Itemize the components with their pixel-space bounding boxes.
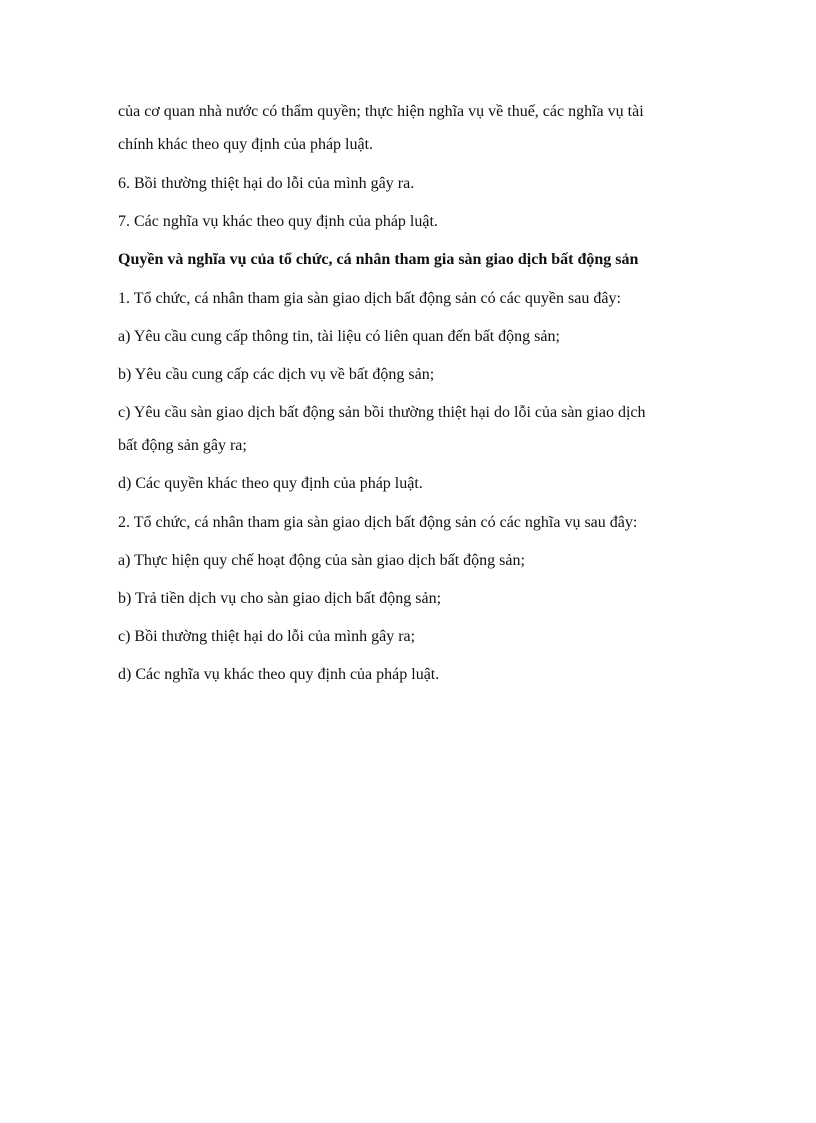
list-item: a) Thực hiện quy chế hoạt động của sàn giao dịch bất động sản; xyxy=(118,552,525,569)
list-item: 2. Tổ chức, cá nhân tham gia sàn giao dịch bất động sản có các nghĩa vụ sau đây: xyxy=(118,514,638,531)
list-item: d) Các quyền khác theo quy định của pháp luật. xyxy=(118,475,423,492)
text-line: bất động sản gây ra; xyxy=(118,437,247,454)
list-item: b) Trả tiền dịch vụ cho sàn giao dịch bất động sản; xyxy=(118,590,442,607)
list-item: 1. Tổ chức, cá nhân tham gia sàn giao dịch bất động sản có các quyền sau đây: xyxy=(118,290,621,307)
list-item: d) Các nghĩa vụ khác theo quy định của pháp luật. xyxy=(118,666,440,683)
list-item: 7. Các nghĩa vụ khác theo quy định của pháp luật. xyxy=(118,213,438,230)
text-line: của cơ quan nhà nước có thẩm quyền; thực hiện nghĩa vụ về thuế, các nghĩa vụ tài xyxy=(118,103,644,120)
list-item: b) Yêu cầu cung cấp các dịch vụ về bất động sản; xyxy=(118,366,435,383)
list-item: a) Yêu cầu cung cấp thông tin, tài liệu có liên quan đến bất động sản; xyxy=(118,328,560,345)
list-item: c) Yêu cầu sàn giao dịch bất động sản bồi thường thiệt hại do lỗi của sàn giao dịch xyxy=(118,404,646,421)
list-item: 6. Bồi thường thiệt hại do lỗi của mình gây ra. xyxy=(118,175,415,192)
list-item: c) Bồi thường thiệt hại do lỗi của mình gây ra; xyxy=(118,628,416,645)
text-line: chính khác theo quy định của pháp luật. xyxy=(118,136,374,153)
section-heading: Quyền và nghĩa vụ của tổ chức, cá nhân tham gia sàn giao dịch bất động sản xyxy=(118,251,639,268)
